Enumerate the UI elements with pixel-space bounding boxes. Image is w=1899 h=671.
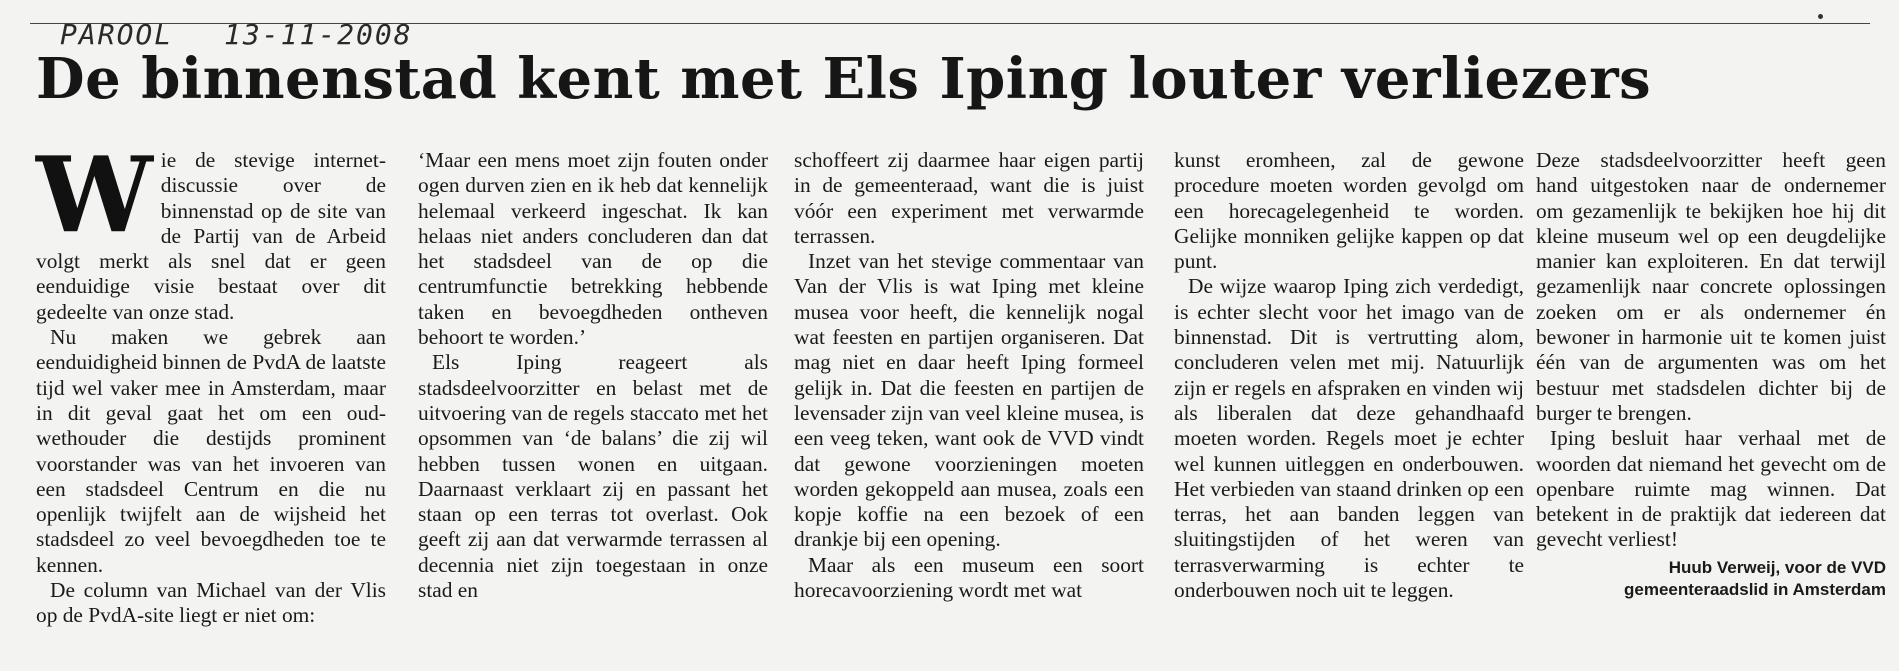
article-column-4 <box>1174 148 1524 603</box>
article-column-1 <box>36 133 386 629</box>
article-headline: De binnenstad kent met Els Iping louter verliezers <box>36 46 1652 112</box>
paragraph <box>36 133 386 325</box>
paragraph: Maar als een museum een soort horecavoorziening wordt met wat <box>794 552 1144 603</box>
paragraph: Deze stadsdeelvoorzitter heeft geen hand uitgestoken naar de ondernemer om gezamenlijk te bekijken hoe hij dit kleine museum wel op een deugdelijke manier kan exploiteren. En dat terwijl gezamenlijk naar concrete oplossingen zoeken om er als ondernemer én bewoner in harmonie uit te komen juist één van de argumenten was om het bestuur met stadsdelen dichter bij de burger te brengen. <box>1536 148 1886 425</box>
paper-name: PAROOL <box>60 18 174 51</box>
paragraph: De wijze waarop Iping zich verdedigt, is echter slecht voor het imago van de binnenstad. Dit is vertrutting alom, concluderen velen met mij. Natuurlijk zijn er regels en afspraken en vinden wij als liberalen dat deze gehandhaafd moeten worden. Regels moet je echter wel kunnen uitleggen en onderbouwen. Het verbieden van staand drinken op een terras, het aan banden leggen van sluitingstijden of het weren van terrasverwarming is echter te onderbouwen noch uit te leggen. <box>1174 274 1524 603</box>
paragraph: Iping besluit haar verhaal met de woorden dat niemand het gevecht om de openbare ruimte mag winnen. Dat betekent in de praktijk dat iedereen dat gevecht verliest! <box>1536 426 1886 552</box>
paragraph: De column van Michael van der Vlis op de PvdA-site liegt er niet om: <box>36 578 386 628</box>
paragraph: ‘Maar een mens moet zijn fouten onder ogen durven zien en ik heb dat kennelijk helemaal verkeerd ingeschat. Ik kan helaas niet anders concluderen dan dat het stadsdeel van de op die centrumfunctie betrekking hebbende taken en bevoegdheden ontheven behoort te worden.’ <box>418 148 768 350</box>
paragraph-text: ie de stevige internet-discussie over de binnenstad op de site van de Partij van de Arbeid volgt merkt als snel dat er geen eenduidige visie bestaat over dit gedeelte van onze stad. <box>36 148 386 324</box>
article-column-2 <box>418 148 768 603</box>
signature-line-1: Huub Verweij, voor de VVD <box>1668 557 1886 577</box>
corner-dot <box>1818 14 1823 19</box>
article-column-3 <box>794 148 1144 603</box>
publication-date: 13-11-2008 <box>224 18 413 51</box>
paragraph: Inzet van het stevige commentaar van Van der Vlis is wat Iping met kleine musea voor heeft, die kennelijk nogal wat feesten en partijen organiseren. Dat mag niet en daar heeft Iping formeel gelijk in. Dat die feesten en partijen de levensader zijn van veel kleine musea, is een veeg teken, want ook de VVD vindt dat gewone voorzieningen moeten worden gekoppeld aan musea, zoals een kopje koffie na een bezoek of een drankje bij een opening. <box>794 249 1144 552</box>
article-column-5 <box>1536 148 1886 601</box>
paragraph: schoffeert zij daarmee haar eigen partij in de gemeenteraad, want die is juist vóór een experiment met verwarmde terrassen. <box>794 148 1144 248</box>
author-signature <box>1536 557 1886 601</box>
paragraph: Nu maken we gebrek aan eenduidigheid binnen de PvdA de laatste tijd wel vaker mee in Amsterdam, maar in dit geval gaat het om een oud-wethouder die destijds prominent voorstander was van het invoeren van een stadsdeel Centrum en die nu openlijk twijfelt aan de wijsheid het stadsdeel zo veel bevoegdheden toe te kennen. <box>36 325 386 577</box>
paragraph: kunst eromheen, zal de gewone procedure moeten worden gevolgd om een horecagelegenheid te worden. Gelijke monniken gelijke kappen op dat punt. <box>1174 148 1524 274</box>
drop-cap: W <box>36 133 153 256</box>
paragraph: Els Iping reageert als stadsdeelvoorzitter en belast met de uitvoering van de regels staccato met het opsommen van ‘de balans’ die zij wil hebben tussen wonen en uitgaan. Daarnaast verklaart zij en passant het staan op een terras tot overlast. Ook geeft zij aan dat verwarmde terrassen al decennia niet zijn toegestaan in onze stad en <box>418 350 768 603</box>
signature-line-2: gemeenteraadslid in Amsterdam <box>1623 579 1886 599</box>
